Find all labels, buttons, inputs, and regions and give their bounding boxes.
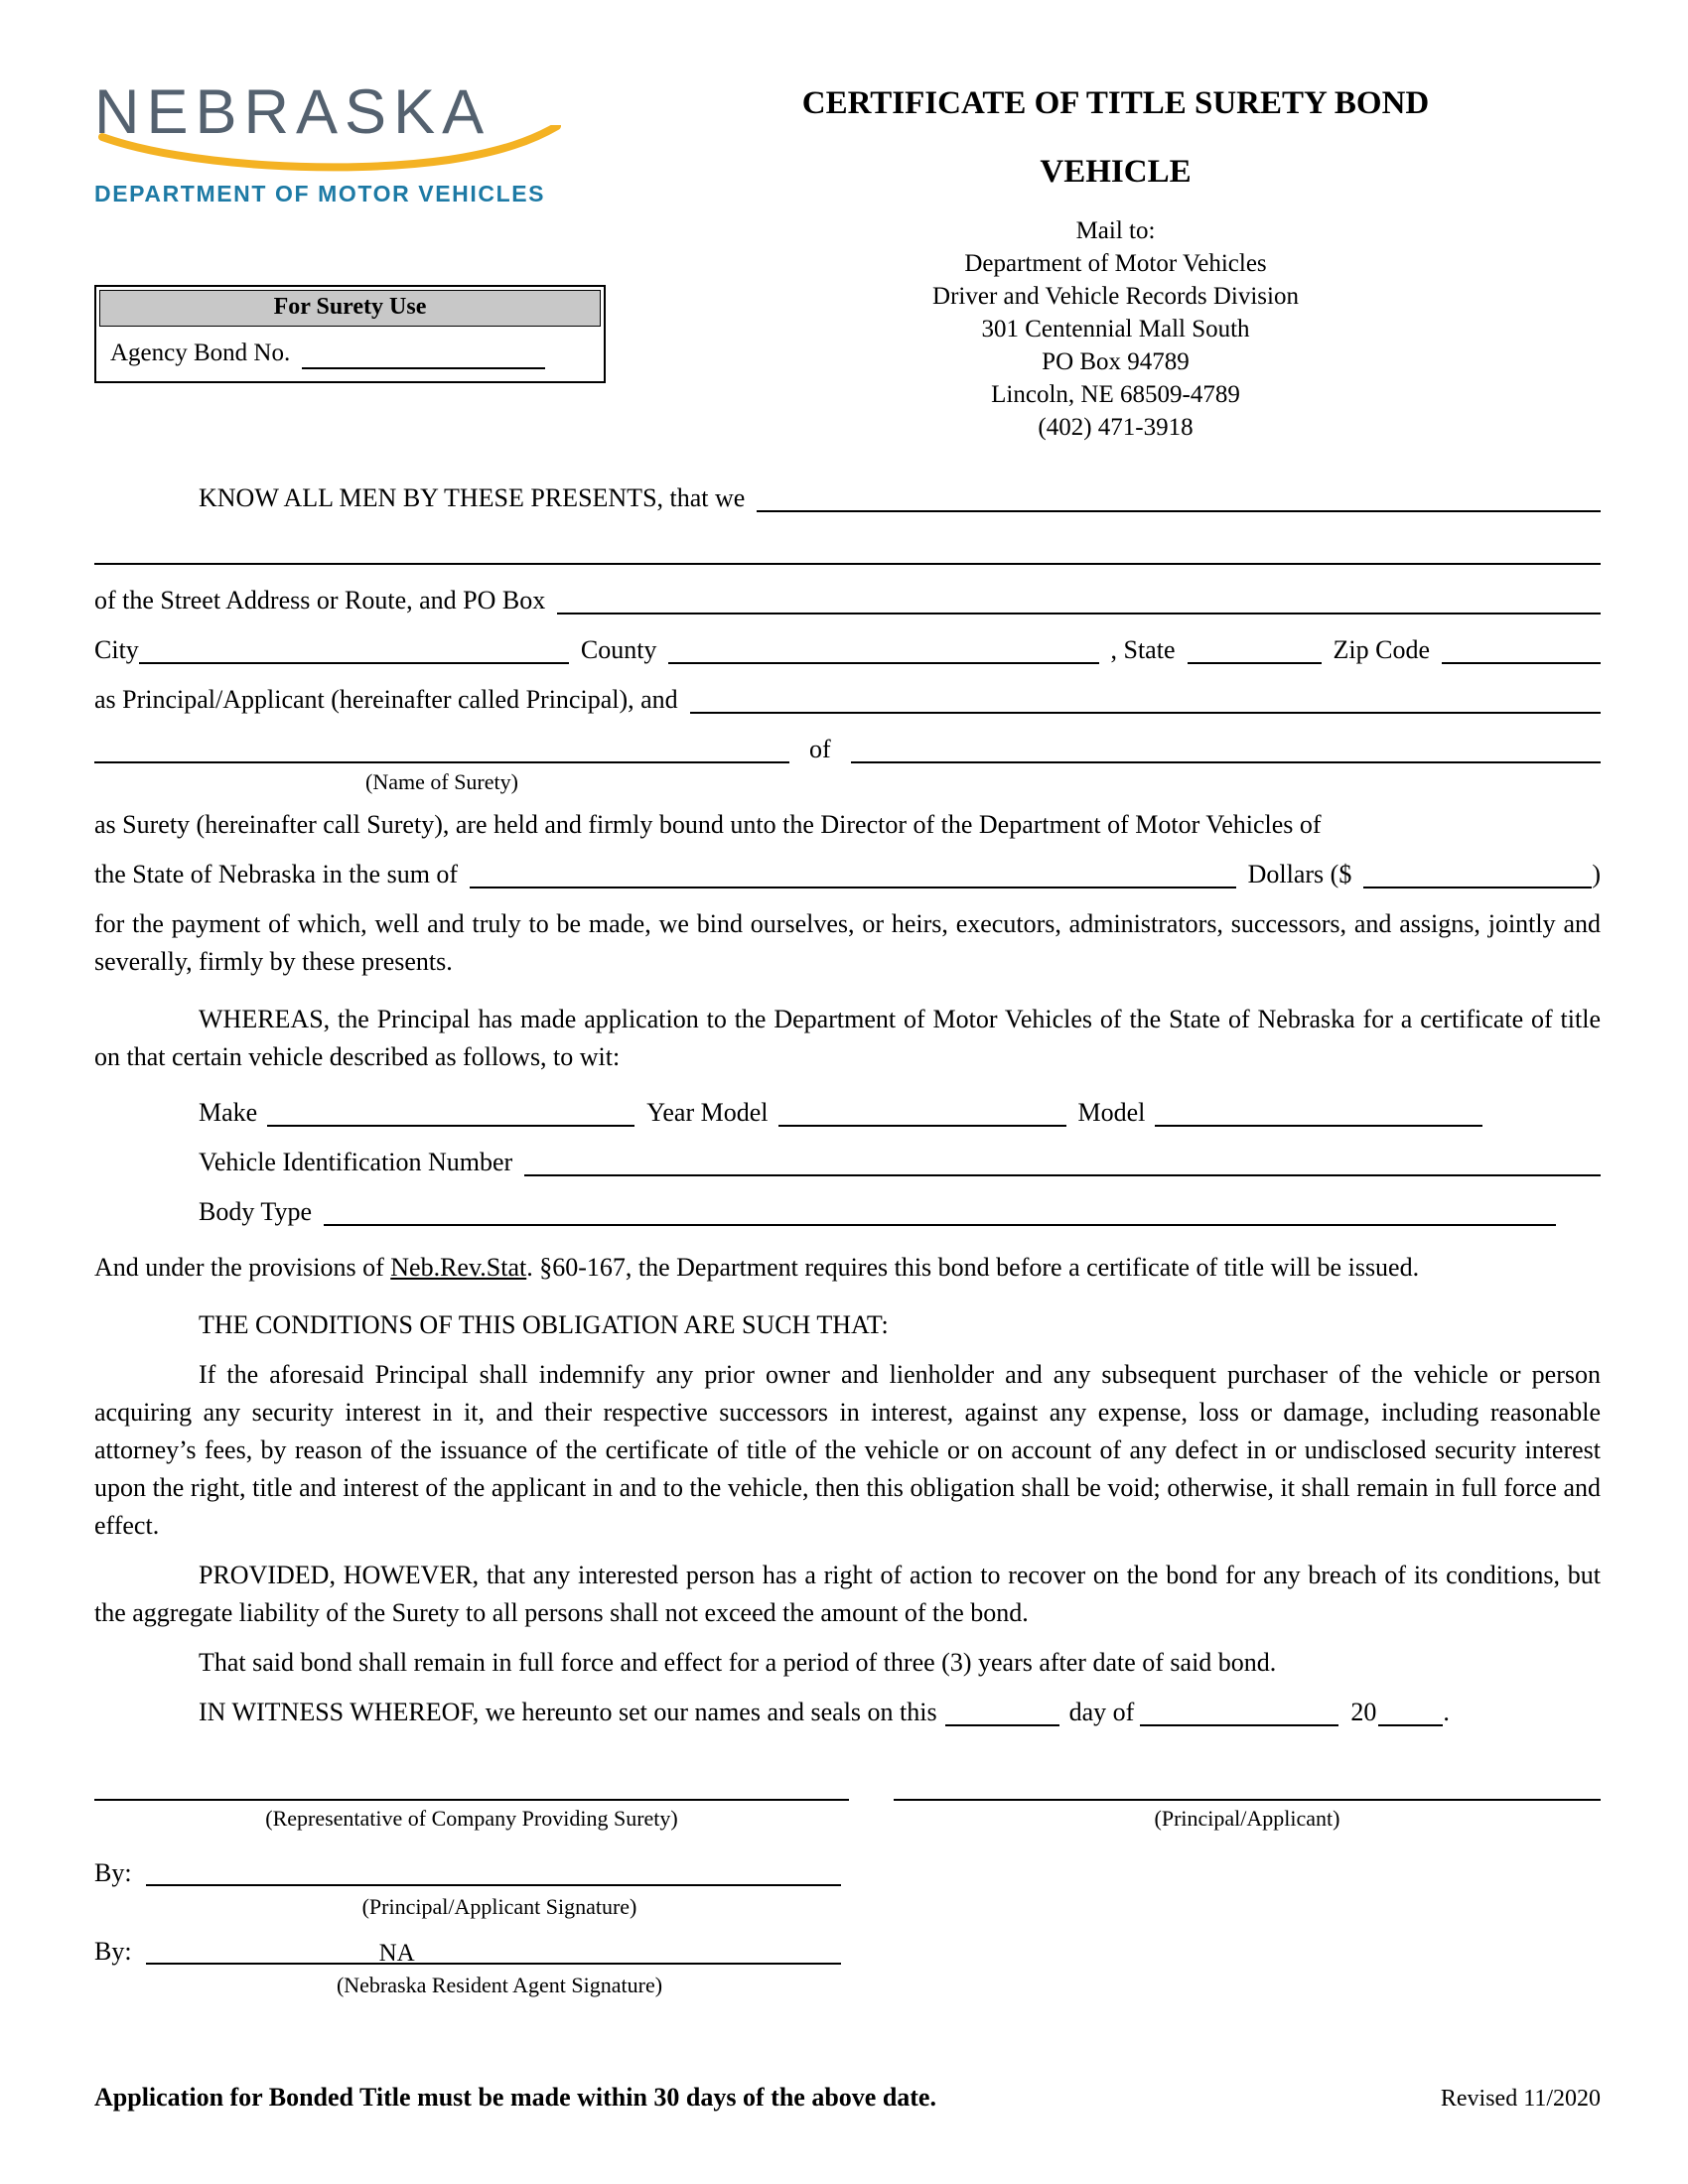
header-left — [94, 69, 631, 444]
sum-row — [94, 856, 1601, 893]
agent-signature-caption: (Nebraska Resident Agent Signature) — [336, 1973, 663, 1997]
city-field[interactable] — [139, 634, 569, 664]
document-subtitle: VEHICLE — [1040, 154, 1192, 190]
sum-lead-text: the State of Nebraska in the sum of — [94, 860, 459, 888]
witness-period-text: . — [1443, 1698, 1450, 1726]
bound-paragraph: as Surety (hereinafter call Surety), are held and firmly bound unto the Director of the Department of Motor Vehicles of — [94, 810, 1322, 839]
presents-lead-text: KNOW ALL MEN BY THESE PRESENTS, that we — [199, 483, 746, 512]
mail-to-block — [631, 214, 1601, 444]
mailto-line: Mail to: — [1075, 217, 1156, 244]
conditions-heading: THE CONDITIONS OF THIS OBLIGATION ARE SUCH THAT: — [199, 1310, 889, 1339]
of-label: of — [809, 735, 831, 763]
term-paragraph: That said bond shall remain in full force and effect for a period of three (3) years after date of said bond. — [199, 1648, 1277, 1677]
name-of-surety-caption: (Name of Surety) — [365, 769, 518, 794]
day-of-label: day of — [1068, 1698, 1135, 1726]
statute-citation: Neb.Rev.Stat — [390, 1253, 527, 1282]
header — [94, 69, 1601, 444]
provisions-post-text: . §60-167, the Department requires this bond before a certificate of title will be issued. — [526, 1253, 1420, 1282]
resident-agent-signature-field[interactable] — [146, 1935, 841, 1965]
agency-bond-no-field[interactable] — [302, 343, 545, 369]
close-paren-text: ) — [1592, 860, 1601, 888]
surety-rep-caption: (Representative of Company Providing Surety) — [265, 1806, 678, 1831]
street-address-label: of the Street Address or Route, and PO Box — [94, 586, 546, 614]
vin-row — [94, 1144, 1601, 1181]
by-agent-row — [94, 1934, 1601, 1970]
provided-paragraph: PROVIDED, HOWEVER, that any interested person has a right of action to recover on the bond for any breach of its conditions, but the aggregate liability of the Surety to all persons shall not exceed the amount of the bond. — [94, 1561, 1601, 1627]
sum-amount-field[interactable] — [1363, 859, 1592, 888]
body-type-row — [94, 1193, 1601, 1231]
logo-department-text: DEPARTMENT OF MOTOR VEHICLES — [94, 181, 546, 207]
resident-agent-signature-value: NA — [378, 1940, 415, 1967]
principal-applicant-field[interactable] — [894, 1773, 1601, 1801]
surety-box-title: For Surety Use — [99, 290, 601, 327]
county-field[interactable] — [668, 634, 1098, 664]
for-surety-use-box — [94, 285, 606, 383]
state-label: , State — [1110, 635, 1176, 664]
city-label: City — [94, 635, 139, 664]
principal-and-row — [94, 681, 1601, 719]
presents-row — [94, 479, 1601, 517]
revision-date: Revised 11/2020 — [1440, 2086, 1601, 2112]
by-label: By: — [94, 1937, 132, 1966]
agency-bond-label: Agency Bond No. — [110, 340, 291, 367]
surety-rep-signature-field[interactable] — [94, 1773, 849, 1801]
surety-address-field[interactable] — [851, 734, 1601, 763]
principal-applicant-signature-field[interactable] — [146, 1856, 841, 1886]
provisions-pre-text: And under the provisions of — [94, 1253, 391, 1282]
year-prefix-text: 20 — [1350, 1698, 1377, 1726]
payment-paragraph: for the payment of which, well and truly to be made, we bind ourselves, or heirs, executors, administrators, successors, and assigns, jointly and severally, firmly by these presents. — [94, 909, 1601, 976]
witness-lead-text: IN WITNESS WHEREOF, we hereunto set our names and seals on this — [199, 1698, 937, 1726]
surety-company-field-1[interactable] — [690, 684, 1601, 714]
year-model-field[interactable] — [778, 1097, 1066, 1127]
by-label: By: — [94, 1858, 132, 1887]
principal-name-field-2[interactable] — [94, 535, 1601, 565]
make-label: Make — [199, 1098, 258, 1127]
whereas-paragraph: WHEREAS, the Principal has made application to the Department of Motor Vehicles of the State of Nebraska for a certificate of title on that certain vehicle described as follows, to wit: — [94, 1005, 1601, 1071]
witness-day-field[interactable] — [945, 1697, 1059, 1726]
witness-row — [94, 1694, 1601, 1731]
mailto-line: Driver and Vehicle Records Division — [932, 283, 1299, 310]
surety-of-row — [94, 731, 1601, 768]
form-body — [94, 479, 1601, 1998]
footer — [94, 2083, 1601, 2113]
zip-field[interactable] — [1442, 634, 1601, 664]
principal-signature-col — [894, 1773, 1601, 1832]
by-principal-row — [94, 1855, 1601, 1891]
mailto-line: Department of Motor Vehicles — [964, 250, 1267, 277]
indemnify-paragraph: If the aforesaid Principal shall indemnify any prior owner and lienholder and any subsequent purchaser of the vehicle or person acquiring any security interest in it, and their respective successors in interest, against any expense, loss or damage, including reasonable attorney’s fees, by reason of the issuance of the certificate of title of the vehicle or on account of any defect in or undisclosed security interest upon the right, title and interest of the applicant in and to the vehicle, then this obligation shall be void; otherwise, it shall remain in full force and effect. — [94, 1360, 1601, 1540]
sum-words-field[interactable] — [470, 859, 1236, 888]
mailto-line: (402) 471-3918 — [1038, 414, 1194, 441]
model-field[interactable] — [1155, 1097, 1482, 1127]
presents-continuation-row — [94, 535, 1601, 570]
body-type-field[interactable] — [324, 1196, 1556, 1226]
principal-lead-text: as Principal/Applicant (hereinafter called Principal), and — [94, 685, 678, 714]
body-type-label: Body Type — [199, 1197, 312, 1226]
street-address-row — [94, 582, 1601, 619]
witness-month-field[interactable] — [1140, 1697, 1338, 1726]
street-address-field[interactable] — [557, 585, 1601, 614]
make-field[interactable] — [267, 1097, 634, 1127]
bonded-title-deadline-note: Application for Bonded Title must be made within 30 days of the above date. — [94, 2083, 936, 2112]
principal-signature-caption: (Principal/Applicant Signature) — [361, 1894, 637, 1919]
model-label: Model — [1077, 1098, 1146, 1127]
state-field[interactable] — [1188, 634, 1322, 664]
county-label: County — [580, 635, 657, 664]
witness-year-field[interactable] — [1378, 1697, 1443, 1726]
year-model-label: Year Model — [646, 1098, 769, 1127]
mailto-line: 301 Centennial Mall South — [981, 316, 1250, 342]
principal-name-field-1[interactable] — [757, 482, 1601, 512]
mailto-line: Lincoln, NE 68509-4789 — [991, 381, 1240, 408]
document-title: CERTIFICATE OF TITLE SURETY BOND — [801, 85, 1430, 121]
surety-name-field[interactable] — [94, 734, 789, 763]
signature-row — [94, 1773, 1601, 1832]
principal-applicant-caption: (Principal/Applicant) — [1154, 1806, 1340, 1831]
agency-bond-row — [96, 330, 604, 381]
make-year-model-row — [94, 1094, 1601, 1132]
dollars-label: Dollars ($ — [1247, 860, 1352, 888]
header-right — [631, 69, 1601, 444]
logo-nebraska-text: NEBRASKA — [94, 77, 492, 147]
provisions-paragraph — [94, 1249, 1601, 1287]
city-county-state-zip-row — [94, 631, 1601, 669]
mailto-line: PO Box 94789 — [1042, 348, 1190, 375]
vin-field[interactable] — [524, 1147, 1601, 1176]
nebraska-dmv-logo — [94, 69, 631, 207]
zip-label: Zip Code — [1333, 635, 1430, 664]
vin-label: Vehicle Identification Number — [199, 1148, 513, 1176]
surety-rep-signature-col — [94, 1773, 849, 1832]
